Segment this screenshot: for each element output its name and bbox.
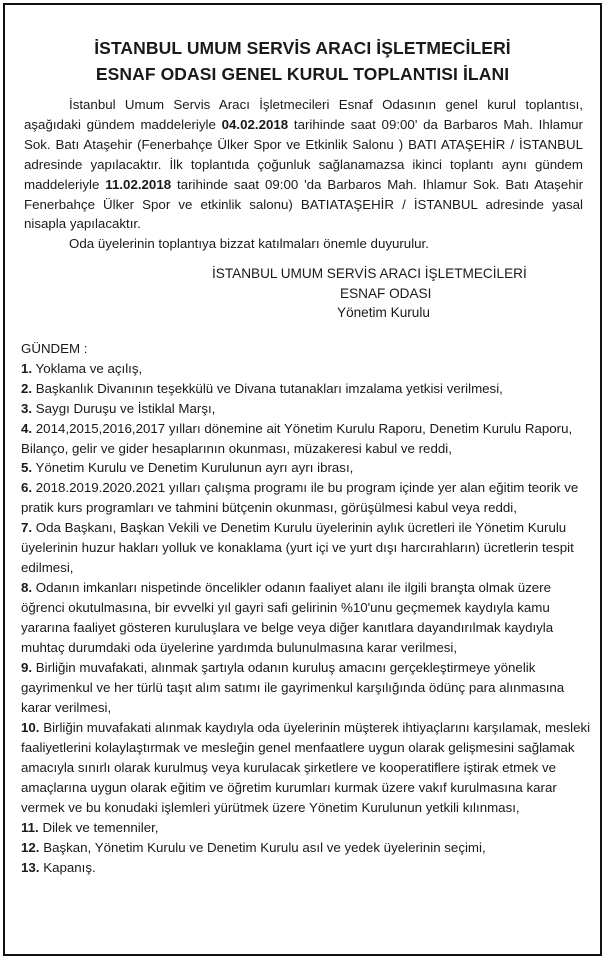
agenda-item-number: 9. [21, 660, 33, 675]
title-line-2: ESNAF ODASI GENEL KURUL TOPLANTISI İLANI [95, 64, 510, 84]
agenda-item [21, 478, 592, 518]
signature-line-2: ESNAF ODASI [340, 285, 432, 301]
agenda-item-number: 5. [21, 460, 33, 476]
agenda-item-text: Birliğin muvafakati alınmak kaydıyla oda üyelerinin müşterek ihtiyaçlarını karşılamak, mesleki faaliyetlerini kolaylaştırmak ve mesleğin genel menfaatlere uygun olarak gelişmesini sağlamak amacıyla sınırlı olarak kurulmuş veya kurulacak şirketlere ve kooperatiflere iştirak etmek ve amaçlarına uygun olarak eğitim ve öğretim kurumları kurmak üzere vakıf kurulmasına karar vermek ve bu konudaki işlemleri yürütmek üzere Yönetim Kurulunun yetkili kılınması, [21, 719, 591, 815]
agenda-list [21, 359, 592, 878]
agenda-item-number: 7. [21, 520, 33, 536]
agenda-item-number: 4. [21, 420, 33, 436]
agenda-item-number: 6. [21, 480, 33, 496]
agenda-item [21, 718, 592, 818]
agenda-item-text: Odanın imkanları nispetinde öncelikler odanın faaliyet alanı ile ilgili branşta olmak üzere öğrenci okutulmasına, bir evvelki yıl gayri safi gelirinin %10'unu geçmemek kaydıyla kamu yararına faaliyet gösteren kuruluşlara ve belge veya diğer kanıtlara dayandırılmak kaydıyla muhtaç durumdaki oda üyelerine yardımda bulunulmasına karar verilmesi, [21, 580, 554, 656]
notice-frame [3, 3, 602, 956]
agenda-item [21, 658, 592, 718]
meeting-date-1: 04.02.2018 [221, 116, 289, 132]
agenda-item-text: Saygı Duruşu ve İstiklal Marşı, [32, 400, 216, 416]
agenda-item [21, 858, 592, 878]
agenda [21, 339, 592, 878]
agenda-item [21, 838, 592, 858]
meeting-date-2: 11.02.2018 [105, 176, 172, 192]
agenda-heading: GÜNDEM : [21, 340, 88, 356]
signature-line-1: İSTANBUL UMUM SERVİS ARACI İŞLETMECİLERİ [212, 266, 527, 282]
agenda-item-text: Oda Başkanı, Başkan Vekili ve Denetim Kurulu üyelerinin aylık ücretleri ile Yönetim Kurulu üyelerinin huzur hakları yolluk ve konaklama (yurt içi ve yurt dışı harcırahların) ücretlerin tespit edilmesi, [21, 520, 574, 576]
agenda-item [21, 518, 592, 578]
notice-title [5, 35, 600, 87]
agenda-item-text: Yoklama ve açılış, [32, 360, 143, 376]
agenda-item-text: Dilek ve temenniler, [38, 819, 159, 835]
agenda-item-number: 12. [21, 839, 40, 855]
agenda-item [21, 578, 592, 658]
intro-text-part-1: İstanbul Umum Servis Aracı İşletmecileri Esnaf Odasının genel kurul toplantısı, aşağıdaki gündem maddeleriyle [24, 97, 583, 132]
intro-text-part-2: tarihinde saat 09:00' da Barbaros Mah. Ihlamur Sok. Batı Ataşehir (Fenerbahçe Ülker Spor ve Etkinlik Salonu ) BATI ATAŞEHİR / İSTANBUL adresinde yapılacaktır. İlk toplantıda çoğunluk sağlanamazsa ikinci toplantı aynı gündem maddeleriyle [24, 116, 583, 192]
signature-block [5, 264, 600, 323]
agenda-item-text: Yönetim Kurulu ve Denetim Kurulunun ayrı ayrı ibrası, [32, 460, 354, 476]
agenda-item [21, 399, 592, 419]
intro-text-part-3: tarihinde saat 09:00 'da Barbaros Mah. Ihlamur Sok. Batı Ataşehir Fenerbahçe Ülker Spor ve etkinlik salonu) BATIATAŞEHİR / İSTANBUL adresinde yasal nisapla yapılacaktır. [24, 176, 583, 232]
agenda-item-text: Kapanış. [39, 859, 96, 875]
agenda-item-text: Başkan, Yönetim Kurulu ve Denetim Kurulu asıl ve yedek üyelerinin seçimi, [39, 839, 486, 855]
intro-text [24, 95, 583, 254]
agenda-item [21, 359, 592, 379]
agenda-item [21, 818, 592, 838]
agenda-item-number: 13. [21, 859, 40, 875]
agenda-item-text: Başkanlık Divanının teşekkülü ve Divana tutanakları imzalama yetkisi verilmesi, [32, 380, 503, 396]
agenda-item-number: 2. [21, 380, 33, 396]
agenda-item [21, 419, 592, 459]
signature-line-3: Yönetim Kurulu [337, 305, 430, 321]
intro-paragraph-1 [24, 95, 583, 234]
agenda-item-number: 11. [21, 819, 39, 835]
agenda-item [21, 458, 592, 478]
agenda-item-text: 2018.2019.2020.2021 yılları çalışma programı ile bu program içinde yer alan eğitim teorik ve pratik kurs programları ve tahmini bütçenin okunması, görüşülmesi kabul veya reddi, [21, 480, 579, 516]
agenda-item-number: 8. [21, 580, 33, 596]
title-line-1: İSTANBUL UMUM SERVİS ARACI İŞLETMECİLERİ [94, 38, 511, 58]
agenda-item [21, 379, 592, 399]
agenda-item-text: Birliğin muvafakati, alınmak şartıyla odanın kuruluş amacını gerçekleştirmeye yönelik gayrimenkul ve her türlü taşıt alım satımı ile gayrimenkul karşılığında ödünç para alınmasına karar verilmesi, [21, 660, 565, 715]
agenda-item-number: 3. [21, 400, 33, 416]
agenda-item-number: 1. [21, 360, 33, 376]
agenda-item-number: 10. [21, 719, 40, 735]
agenda-item-text: 2014,2015,2016,2017 yılları dönemine ait Yönetim Kurulu Raporu, Denetim Kurulu Raporu, Bilanço, gelir ve gider hesaplarının okunması, müzakeresi kabul ve reddi, [21, 420, 573, 456]
intro-paragraph-2: Oda üyelerinin toplantıya bizzat katılmaları önemle duyurulur. [69, 236, 429, 252]
